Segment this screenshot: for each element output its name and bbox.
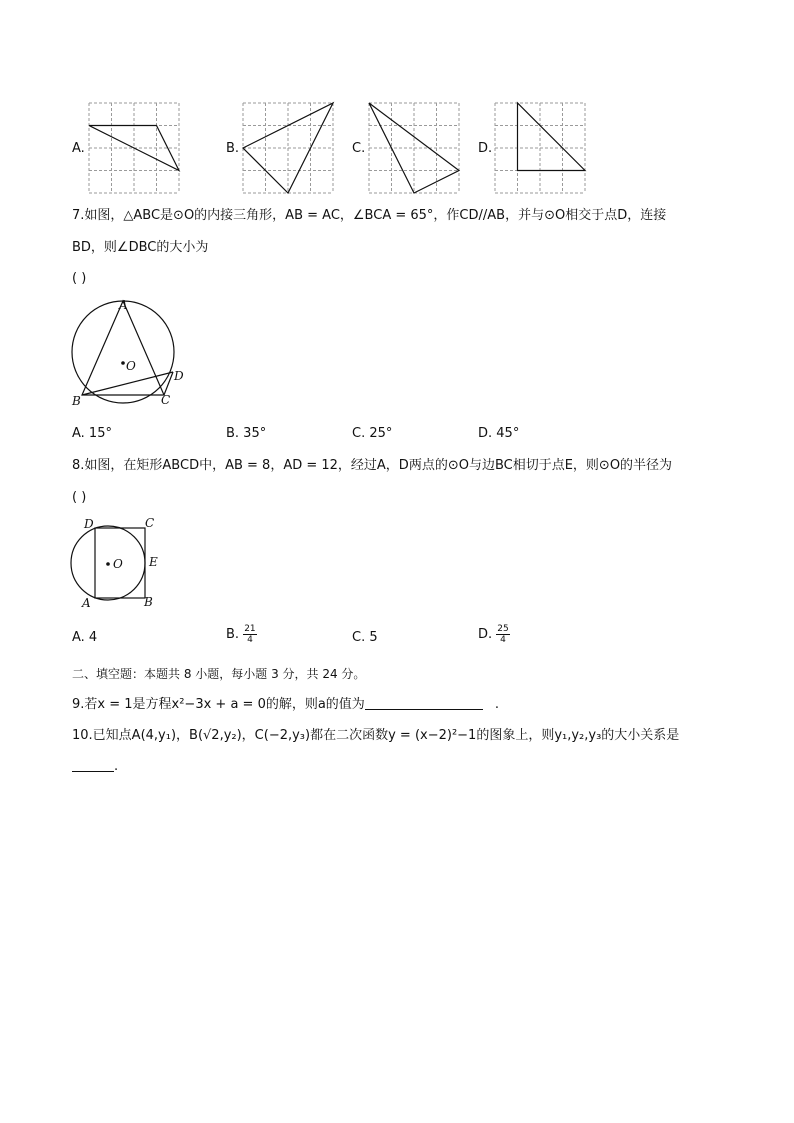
q7-answer-paren: ( ) [72,271,87,286]
q8-label-o: O [113,557,123,571]
section-2-heading: 二、填空题：本题共 8 小题，每小题 3 分，共 24 分。 [72,667,366,681]
q10-answer-blank[interactable] [72,771,114,772]
q6-option-d-label: D. [478,141,493,156]
q7-choice-d: D. 45° [478,426,520,441]
q8-label-b: B [144,595,153,609]
q9-stem [72,696,499,714]
q8-label-c: C [145,516,155,530]
q8-label-e: E [149,555,158,569]
q9-answer-blank[interactable] [365,709,483,710]
q6-option-a-label: A. [72,141,85,156]
q7-choice-c: C. 25° [352,426,393,441]
q6-option-b-label: B. [226,141,240,156]
q7-label-b: B [72,394,81,408]
q8-label-d: D [84,517,94,531]
q8-choice-d-prefix: D. [478,627,493,642]
q8-label-a: A [82,596,91,610]
q9-stem-text: 9.若x = 1是方程x²−3x + a = 0的解，则a的值为 [72,697,365,712]
q7-choice-a: A. 15° [72,426,112,441]
q6-option-c-figure [369,103,461,195]
q8-choice-b-fraction [243,624,256,645]
q10-answer-line [72,758,118,776]
q7-circle-figure [60,296,200,416]
q7-stem-line1: 7.如图，△ABC是⊙O的内接三角形，AB = AC，∠BCA = 65°，作CD//AB，并与⊙O相交于点D，连接 [72,208,667,223]
q10-stem-end: . [114,759,119,774]
q8-choice-d-fraction [496,624,509,645]
q7-choice-b: B. 35° [226,426,267,441]
q6-option-a-figure [89,103,181,195]
q8-choice-b-denominator: 4 [247,635,253,645]
q7-label-d: D [174,369,184,383]
q8-choice-b [226,624,257,645]
q6-option-b-figure [243,103,335,195]
q8-choice-d-numerator: 25 [497,624,509,634]
q7-label-a: A [119,298,128,312]
q8-choice-b-prefix: B. [226,627,240,642]
q9-stem-end: . [494,697,499,712]
q7-label-o: O [126,359,136,373]
q6-option-d-figure [495,103,587,195]
q7-stem-line2: BD，则∠DBC的大小为 [72,240,209,255]
q8-choice-a: A. 4 [72,630,98,645]
q6-option-c-label: C. [352,141,366,156]
q8-choice-c: C. 5 [352,630,378,645]
q8-stem-line1: 8.如图，在矩形ABCD中，AB = 8，AD = 12，经过A，D两点的⊙O与边BC相切于点E，则⊙O的半径为 [72,458,673,473]
q7-label-c: C [161,393,171,407]
q8-choice-b-numerator: 21 [244,624,256,634]
q8-answer-paren: ( ) [72,490,87,505]
q8-choice-d-denominator: 4 [500,635,506,645]
q10-stem: 10.已知点A(4,y₁)，B(√2,y₂)，C(−2,y₃)都在二次函数y = (x−2)²−1的图象上，则y₁,y₂,y₃的大小关系是 [72,728,680,743]
q8-choice-d [478,624,510,645]
